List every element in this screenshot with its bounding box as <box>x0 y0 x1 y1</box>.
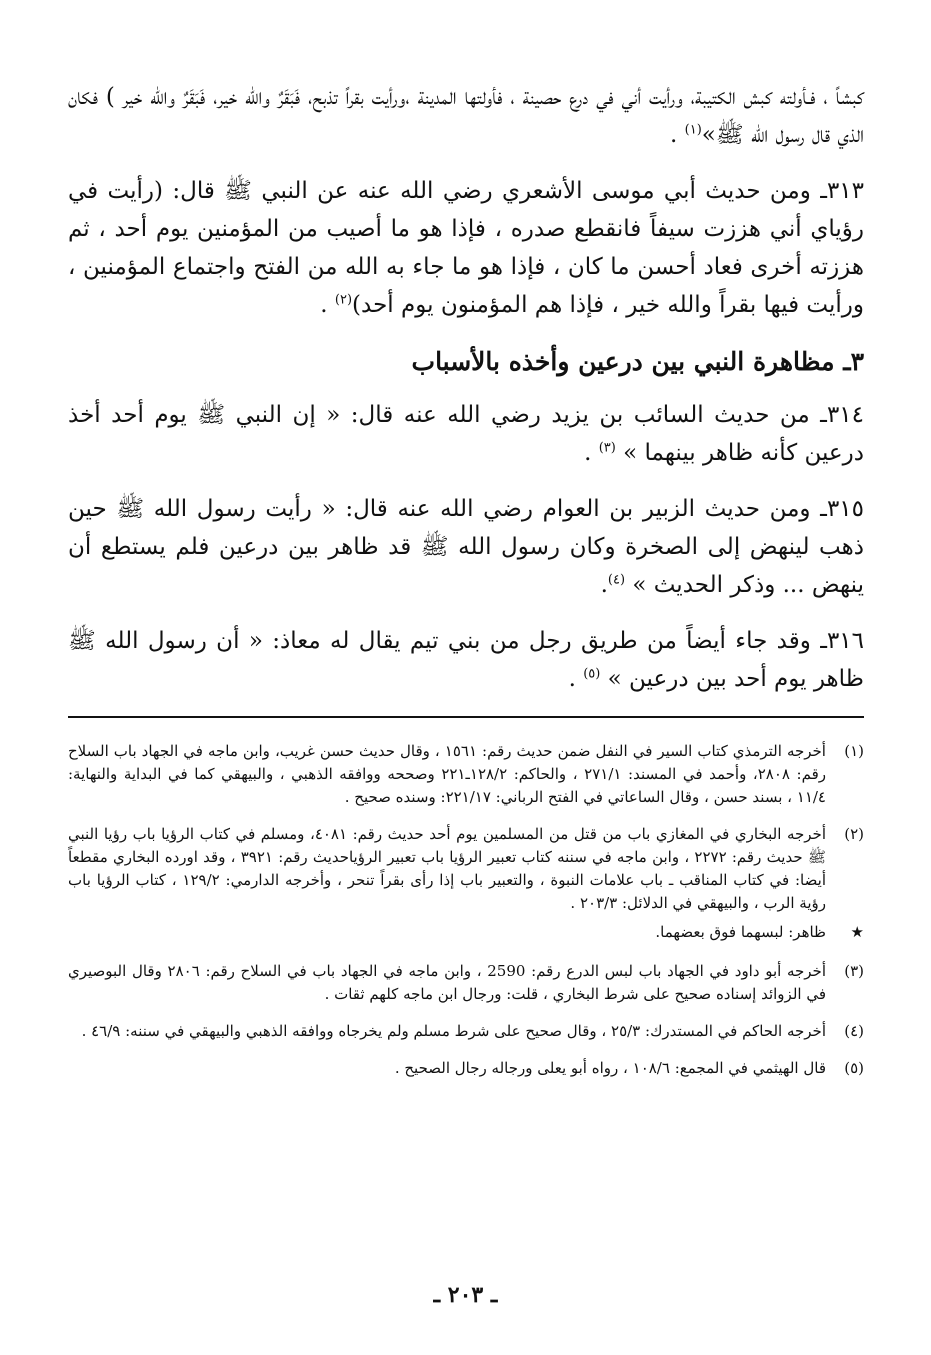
hadith-314-text: ٣١٤ـ من حديث السائب بن يزيد رضي الله عنه قال: « إن النبي ﷺ يوم أحد أخذ درعين كأنه ظاهر بينهما » <box>68 402 864 466</box>
footnote-number: (١) <box>844 742 864 760</box>
hadith-313-text: ٣١٣ـ ومن حديث أبي موسى الأشعري رضي الله عنه عن النبي ﷺ قال: (رأيت في رؤياي أني هززت سيفاً فانقطع صدره ، فإذا هو ما أصيب من المؤمنين يوم أحد ، ثم هززته أخرى فعاد أحسن ما كان ، فإذا هو ما جاء به الله من الفتح واجتماع المؤمنين ، ورأيت فيها بقراً والله خير ، فإذا هم المؤمنون يوم أحد) <box>68 178 864 318</box>
footnote-ref-1[interactable]: (١) <box>684 122 702 138</box>
star-icon: ★ <box>850 923 864 941</box>
gloss-text: ظاهر: لبسهما فوق بعضهما. <box>655 923 826 941</box>
footnote-text: أخرجه الترمذي كتاب السير في النفل ضمن حديث رقم: ١٥٦١ ، وقال حديث حسن غريب، وابن ماجه في الجهاد باب السلاح رقم: ٢٨٠٨، وأحمد في المسند: ٢٧١/١ ، والحاكم: ١٢٨/٢ـ٢٢١ وصححه ووافقه الذهبي ، والبيهقي كما في البداية والنهاية: ١١/٤ ، بسند حسن ، وقال الساعاتي في الفتح الرباني: ٢٢١/١٧: وسنده صحيح . <box>68 742 826 806</box>
hadith-316-end: . <box>568 666 576 692</box>
gloss-note <box>68 921 864 944</box>
footnote-text: أخرجه الحاكم في المستدرك: ٢٥/٣ ، وقال صحيح على شرط مسلم ولم يخرجاه ووافقه الذهبي والبيهقي في سننه: ٤٦/٩ . <box>81 1022 826 1040</box>
footnote-3 <box>68 960 864 1006</box>
footnote-divider <box>68 716 864 718</box>
hadith-313 <box>68 172 864 324</box>
footnote-4 <box>68 1020 864 1043</box>
footnote-number: (٥) <box>844 1059 864 1077</box>
paragraph-1-text: كبشاً ، فـأولته كبش الكتيبة، ورأيت أني في درع حصينة ، فأولتها المدينة ،ورأيت بقراً تذبح، فَبَقَرٌ والله خير، فَبَقَرٌ والله خير ) فكان الذي قال رسول الله ﷺ» <box>68 84 864 148</box>
footnote-1 <box>68 740 864 809</box>
footnote-ref-5[interactable]: (٥) <box>583 666 601 682</box>
hadith-315-text: ٣١٥ـ ومن حديث الزبير بن العوام رضي الله عنه قال: « رأيت رسول الله ﷺ حين ذهب لينهض إلى الصخرة وكان رسول الله ﷺ قد ظاهر بين درعين فلم يستطع أن ينهض ... وذكر الحديث » <box>68 496 864 598</box>
footnote-text: قال الهيثمي في المجمع: ١٠٨/٦ ، رواه أبو يعلى ورجاله رجال الصحيح . <box>394 1059 826 1077</box>
hadith-314-end: . <box>584 440 592 466</box>
hadith-314 <box>68 396 864 472</box>
footnote-number: (٢) <box>844 825 864 843</box>
hadith-316 <box>68 622 864 698</box>
footnote-number: (٤) <box>844 1022 864 1040</box>
footnotes <box>68 740 864 1080</box>
hadith-313-end: . <box>320 292 328 318</box>
footnote-number: (٣) <box>844 962 864 980</box>
hadith-315-end: . <box>600 572 608 598</box>
page-number: ـ ٢٠٣ ـ <box>433 1282 498 1308</box>
hadith-315 <box>68 490 864 604</box>
footnote-ref-3[interactable]: (٣) <box>598 440 616 456</box>
footnote-ref-4[interactable]: (٤) <box>607 572 626 588</box>
footnote-text: أخرجه البخاري في المغازي باب من قتل من المسلمين يوم أحد حديث رقم: ٤٠٨١، ومسلم في كتاب الرؤيا باب رؤيا النبي ﷺ حديث رقم: ٢٢٧٢ ، وابن ماجه في سننه كتاب تعبير الرؤيا باب تعبير الرؤياحديث رقم: ٣٩٢١ ، وقد اورده البخاري مقطعاً أيضا: في كتاب المناقب ـ باب علامات النبوة ، والتعبير باب إذا رأى بقراً تنحر ، وأخرجه الدارمي: ١٢٩/٢ ، كتاب الرؤيا باب رؤية الرب ، والبيهقي في الدلائل: ٢٠٣/٣ . <box>68 825 826 912</box>
footnote-ref-2[interactable]: (٢) <box>334 292 353 308</box>
page-content <box>68 78 864 1094</box>
section-heading: ٣ـ مظاهرة النبي بين درعين وأخذه بالأسباب <box>411 347 864 376</box>
paragraph-1-end: . <box>670 122 678 148</box>
footnote-text: أخرجه أبو داود في الجهاد باب لبس الدرع رقم: 2590 ، وابن ماجه في الجهاد باب في السلاح رقم: ٢٨٠٦ وقال البوصيري في الزوائد إسناده صحيح على شرط البخاري ، قلت: ورجال ابن ماجه كلهم ثقات . <box>68 962 827 1003</box>
hadith-316-text: ٣١٦ـ وقد جاء أيضاً من طريق رجل من بني تيم يقال له معاذ: « أن رسول الله ﷺ ظاهر يوم أحد بين درعين » <box>68 628 864 692</box>
footnote-2 <box>68 823 864 915</box>
main-text <box>68 78 864 698</box>
paragraph-1 <box>68 78 864 154</box>
footnote-5 <box>68 1057 864 1080</box>
